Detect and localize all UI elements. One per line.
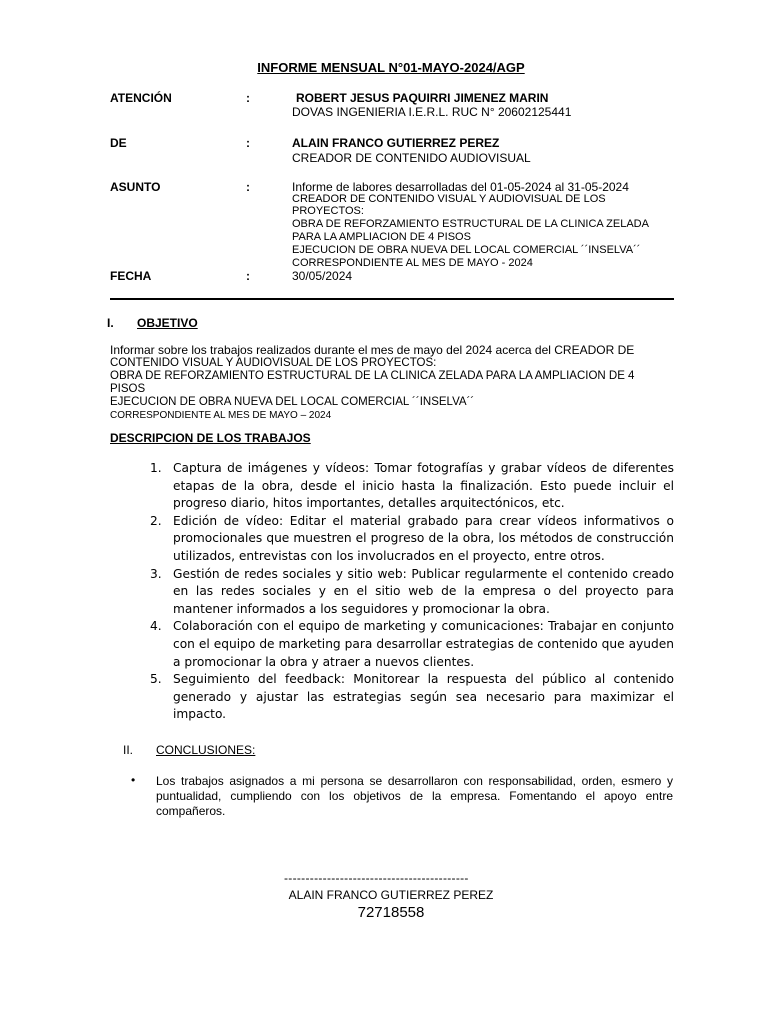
list-item — [150, 513, 674, 566]
list-item-text: Colaboración con el equipo de marketing y comunicaciones: Trabajar en conjunto con el equipo de marketing para desarrollar estrategias de contenido que ayuden a promocionar la obra y atraer a nuevos clientes. — [173, 619, 674, 669]
objective-line: PISOS — [110, 383, 146, 395]
description-title: DESCRIPCION DE LOS TRABAJOS — [110, 431, 311, 445]
list-item — [150, 671, 674, 724]
objective-line: Informar sobre los trabajos realizados durante el mes de mayo del 2024 acerca del CREADOR DE — [110, 343, 635, 357]
list-item — [150, 618, 674, 671]
subject-line: CORRESPONDIENTE AL MES DE MAYO - 2024 — [292, 257, 533, 269]
subject-line: EJECUCION DE OBRA NUEVA DEL LOCAL COMERCIAL ´´INSELVA´´ — [292, 244, 641, 256]
from-colon: : — [246, 136, 250, 150]
list-item — [150, 460, 674, 513]
subject-line: PROYECTOS: — [292, 205, 364, 217]
bullet-icon: • — [131, 773, 136, 787]
objective-line: CORRESPONDIENTE AL MES DE MAYO – 2024 — [110, 410, 332, 421]
attention-label: ATENCIÓN — [110, 91, 172, 105]
signature-line: ------------------------------------------- — [284, 871, 469, 885]
conclusions-title: CONCLUSIONES: — [156, 743, 256, 757]
attention-company: DOVAS INGENIERIA I.E.R.L. RUC N° 20602125441 — [292, 105, 572, 119]
subject-line: CREADOR DE CONTENIDO VISUAL Y AUDIOVISUAL DE LOS — [292, 193, 606, 205]
objective-line: OBRA DE REFORZAMIENTO ESTRUCTURAL DE LA CLINICA ZELADA PARA LA AMPLIACION DE 4 — [110, 370, 635, 382]
attention-colon: : — [246, 91, 250, 105]
from-name: ALAIN FRANCO GUTIERREZ PEREZ — [292, 136, 500, 150]
subject-line: OBRA DE REFORZAMIENTO ESTRUCTURAL DE LA CLINICA ZELADA — [292, 218, 649, 230]
objective-line: CONTENIDO VISUAL Y AUDIOVISUAL DE LOS PROYECTOS: — [110, 357, 437, 369]
signature-id: 72718558 — [357, 904, 425, 921]
objective-number: I. — [107, 316, 114, 330]
list-item-text: Seguimiento del feedback: Monitorear la respuesta del público al contenido generado y ajustar las estrategias según sea necesario para maximizar el impacto. — [173, 672, 674, 722]
objective-title: OBJETIVO — [137, 316, 198, 330]
report-title: INFORME MENSUAL N°01-MAYO-2024/AGP — [257, 60, 525, 75]
subject-colon: : — [246, 180, 250, 194]
list-item-text: Captura de imágenes y vídeos: Tomar fotografías y grabar vídeos de diferentes etapas de la obra, desde el inicio hasta la finalización. Esto puede incluir el progreso diario, hitos importantes, detalles arquitectónicos, etc. — [173, 461, 674, 511]
subject-line: Informe de labores desarrolladas del 01-05-2024 al 31-05-2024 — [292, 180, 629, 194]
signature-name: ALAIN FRANCO GUTIERREZ PEREZ — [288, 888, 494, 902]
subject-label: ASUNTO — [110, 180, 161, 194]
list-item-number: 3. — [150, 566, 162, 581]
list-item-number: 1. — [150, 461, 162, 475]
list-item-number: 4. — [150, 619, 162, 634]
from-role: CREADOR DE CONTENIDO AUDIOVISUAL — [292, 151, 531, 165]
list-item — [150, 566, 674, 619]
subject-line: PARA LA AMPLIACION DE 4 PISOS — [292, 231, 471, 243]
list-item-number: 5. — [150, 672, 162, 687]
list-item-number: 2. — [150, 513, 162, 528]
date-value: 30/05/2024 — [292, 269, 353, 283]
attention-name: ROBERT JESUS PAQUIRRI JIMENEZ MARIN — [296, 91, 549, 105]
objective-text — [110, 344, 670, 422]
date-label: FECHA — [110, 269, 152, 283]
list-item-text: Edición de vídeo: Editar el material grabado para crear vídeos informativos o promocionales que muestren el progreso de la obra, los métodos de construcción utilizados, entrevistas con los involucrados en el proyecto, entre otros. — [173, 513, 674, 563]
from-label: DE — [110, 136, 127, 150]
conclusions-text: Los trabajos asignados a mi persona se desarrollaron con responsabilidad, orden, esmero y puntualidad, cumpliendo con los objetivos de la empresa. Fomentando el apoyo entre compañeros. — [156, 774, 673, 818]
objective-line: EJECUCION DE OBRA NUEVA DEL LOCAL COMERCIAL ´´INSELVA´´ — [110, 396, 475, 408]
date-colon: : — [246, 269, 250, 283]
task-list — [150, 460, 674, 724]
conclusions-number: II. — [123, 743, 134, 757]
header-divider — [110, 298, 674, 300]
list-item-text: Gestión de redes sociales y sitio web: Publicar regularmente el contenido creado en las redes sociales y en el sitio web de la empresa o del proyecto para mantener informados a los seguidores y promocionar la obra. — [173, 566, 674, 616]
